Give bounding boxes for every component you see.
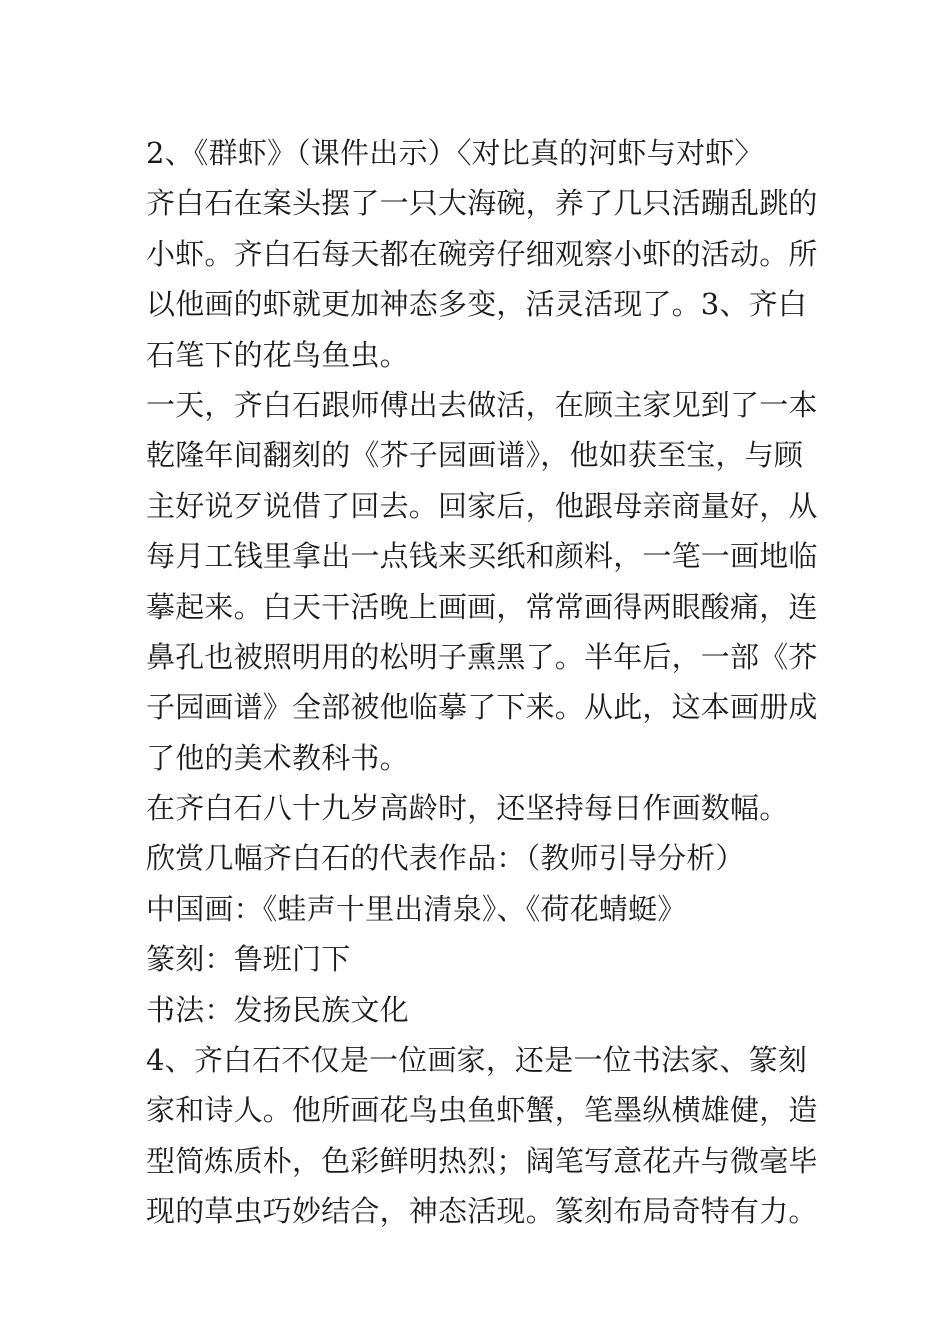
text-line: 鼻孔也被照明用的松明子熏黑了。半年后，一部《芥	[146, 639, 818, 674]
text-line: 摹起来。白天干活晚上画画，常常画得两眼酸痛，连	[146, 589, 818, 624]
text-line: 2、《群虾》（课件出示）〈对比真的河虾与对虾〉	[146, 136, 764, 170]
text-line: 小虾。齐白石每天都在碗旁仔细观察小虾的活动。所	[146, 236, 818, 271]
document-body	[146, 128, 826, 1237]
text-line: 中国画：《蛙声十里出清泉》、《荷花蜻蜓》	[146, 891, 687, 926]
text-line: 主好说歹说借了回去。回家后，他跟母亲商量好，从	[146, 488, 818, 523]
text-line: 一天，齐白石跟师傅出去做活，在顾主家见到了一本	[146, 387, 818, 422]
text-line: 齐白石在案头摆了一只大海碗，养了几只活蹦乱跳的	[146, 186, 818, 221]
text-line: 每月工钱里拿出一点钱来买纸和颜料，一笔一画地临	[146, 539, 818, 574]
text-line: 子园画谱》全部被他临摹了下来。从此，这本画册成	[146, 690, 818, 725]
text-line: 以他画的虾就更加神态多变，活灵活现了。3、齐白	[146, 287, 808, 322]
text-line: 家和诗人。他所画花鸟虫鱼虾蟹，笔墨纵横雄健，造	[146, 1093, 818, 1128]
text-line: 石笔下的花鸟鱼虫。	[146, 337, 409, 372]
text-line: 欣赏几幅齐白石的代表作品：（教师引导分析）	[146, 841, 745, 876]
text-line: 4、齐白石不仅是一位画家，还是一位书法家、篆刻	[146, 1043, 808, 1078]
text-line: 型简炼质朴，色彩鲜明热烈；阔笔写意花卉与微毫毕	[146, 1143, 818, 1178]
text-line: 现的草虫巧妙结合，神态活现。篆刻布局奇特有力。	[146, 1194, 818, 1229]
text-line: 乾隆年间翻刻的《芥子园画谱》，他如获至宝，与顾	[146, 438, 804, 473]
text-line: 在齐白石八十九岁高龄时，还坚持每日作画数幅。	[146, 791, 789, 826]
text-line: 篆刻：鲁班门下	[146, 942, 351, 977]
text-line: 书法：发扬民族文化	[146, 992, 409, 1027]
text-line: 了他的美术教科书。	[146, 740, 409, 775]
